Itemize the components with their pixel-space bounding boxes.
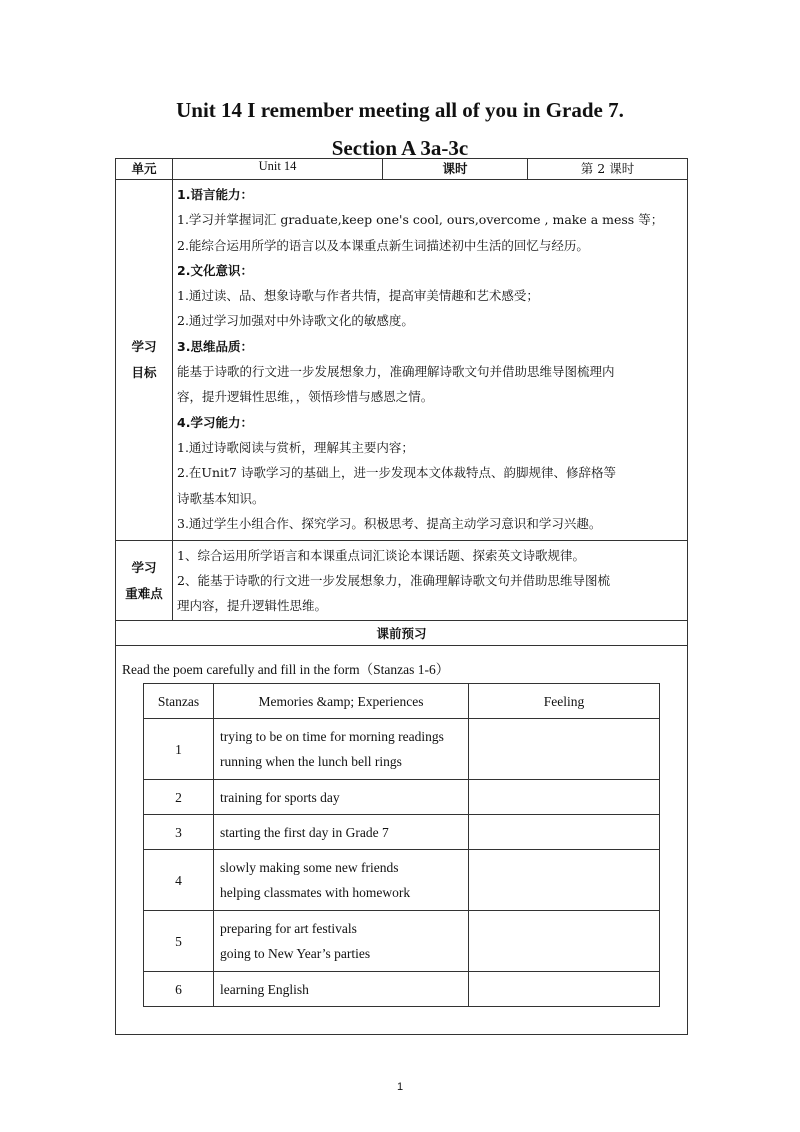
stanza-number: 3: [144, 815, 214, 850]
objective-heading: 2.文化意识：: [177, 262, 253, 278]
key-points-content: [173, 541, 688, 621]
table-row: [144, 780, 660, 815]
objective-line: 2.通过学习加强对中外诗歌文化的敏感度。: [177, 313, 414, 329]
objectives-content: [173, 180, 688, 541]
col-memories: Memories &amp; Experiences: [214, 684, 469, 719]
objective-line: 3.通过学生小组合作、探究学习。积极思考、提高主动学习意识和学习兴趣。: [177, 515, 602, 531]
key-points-label-line: 重难点: [125, 585, 163, 601]
objective-heading: 3.思维品质：: [177, 338, 253, 354]
table-row: [144, 850, 660, 911]
key-point-line: 1、综合运用所学语言和本课重点词汇谈论本课话题、探索英文诗歌规律。: [177, 548, 585, 564]
memory-cell: [214, 780, 469, 815]
memory-line: helping classmates with homework: [220, 885, 411, 901]
memory-line: going to New Year’s parties: [220, 946, 371, 962]
objectives-label: [116, 180, 173, 541]
objective-heading: 4.学习能力：: [177, 414, 253, 430]
key-points-row: [116, 541, 688, 621]
unit-label: 单元: [116, 159, 173, 180]
objective-line: 诗歌基本知识。: [177, 490, 265, 506]
stanza-table-header: [144, 684, 660, 719]
stanza-number: 5: [144, 911, 214, 972]
period-label: 课时: [383, 159, 528, 180]
preview-body-row: [116, 646, 688, 1035]
memory-line: running when the lunch bell rings: [220, 754, 402, 770]
col-feeling: Feeling: [469, 684, 660, 719]
objective-line: 2.能综合运用所学的语言以及本课重点新生词描述初中生活的回忆与经历。: [177, 237, 589, 253]
feeling-cell[interactable]: [469, 850, 660, 911]
objective-line: 1.通过诗歌阅读与赏析，理解其主要内容；: [177, 439, 414, 455]
memory-cell: [214, 911, 469, 972]
key-point-line: 理内容，提升逻辑性思维。: [177, 598, 328, 614]
table-row: [144, 719, 660, 780]
objective-line: 容，提升逻辑性思维，，领悟珍惜与感恩之情。: [177, 389, 434, 405]
memory-cell: [214, 972, 469, 1007]
table-row: [144, 815, 660, 850]
key-points-label-line: 学习: [131, 559, 157, 575]
stanza-number: 1: [144, 719, 214, 780]
table-row: [144, 911, 660, 972]
table-row: [144, 972, 660, 1007]
header-row: [116, 159, 688, 180]
col-stanzas: Stanzas: [144, 684, 214, 719]
stanza-number: 6: [144, 972, 214, 1007]
feeling-cell[interactable]: [469, 815, 660, 850]
period-value: 第 2 课时: [528, 159, 688, 180]
stanza-form-table: [143, 683, 660, 1007]
objective-line: 1.学习并掌握词汇 graduate,keep one's cool, ours,overcome , make a mess 等；: [177, 212, 664, 228]
lesson-plan-table: [115, 158, 688, 1035]
feeling-cell[interactable]: [469, 911, 660, 972]
feeling-cell[interactable]: [469, 719, 660, 780]
stanza-number: 2: [144, 780, 214, 815]
key-point-line: 2、能基于诗歌的行文进一步发展想象力，准确理解诗歌文句并借助思维导图梳: [177, 573, 610, 589]
preview-title-row: [116, 621, 688, 646]
objective-line: 能基于诗歌的行文进一步发展想象力，准确理解诗歌文句并借助思维导图梳理内: [177, 364, 615, 380]
memory-line: slowly making some new friends: [220, 860, 399, 876]
objectives-label-text: 学习目标: [131, 339, 157, 381]
memory-line: training for sports day: [220, 789, 340, 805]
memory-line: learning English: [220, 981, 309, 997]
objective-heading: 1.语言能力：: [177, 187, 253, 202]
document-title: Unit 14 I remember meeting all of you in Grade 7.: [176, 98, 624, 122]
unit-value: Unit 14: [173, 159, 383, 180]
page-number: 1: [396, 1081, 404, 1093]
preview-instruction: Read the poem carefully and fill in the form（Stanzas 1-6）: [122, 662, 450, 678]
memory-cell: [214, 850, 469, 911]
key-points-label: [116, 541, 173, 621]
objective-line: 1.通过读、品、想象诗歌与作者共情，提高审美情趣和艺术感受；: [177, 288, 539, 304]
preview-body: [116, 646, 688, 1035]
memory-line: preparing for art festivals: [220, 921, 357, 937]
objective-line: 2.在Unit7 诗歌学习的基础上，进一步发现本文体裁特点、韵脚规律、修辞格等: [177, 465, 616, 481]
memory-cell: [214, 719, 469, 780]
feeling-cell[interactable]: [469, 972, 660, 1007]
memory-cell: [214, 815, 469, 850]
stanza-number: 4: [144, 850, 214, 911]
memory-line: trying to be on time for morning readings: [220, 729, 444, 745]
objectives-row: [116, 180, 688, 541]
preview-section-title: 课前预习: [116, 621, 688, 646]
memory-line: starting the first day in Grade 7: [220, 824, 389, 840]
feeling-cell[interactable]: [469, 780, 660, 815]
document-subtitle: Section A 3a-3c: [331, 136, 469, 160]
